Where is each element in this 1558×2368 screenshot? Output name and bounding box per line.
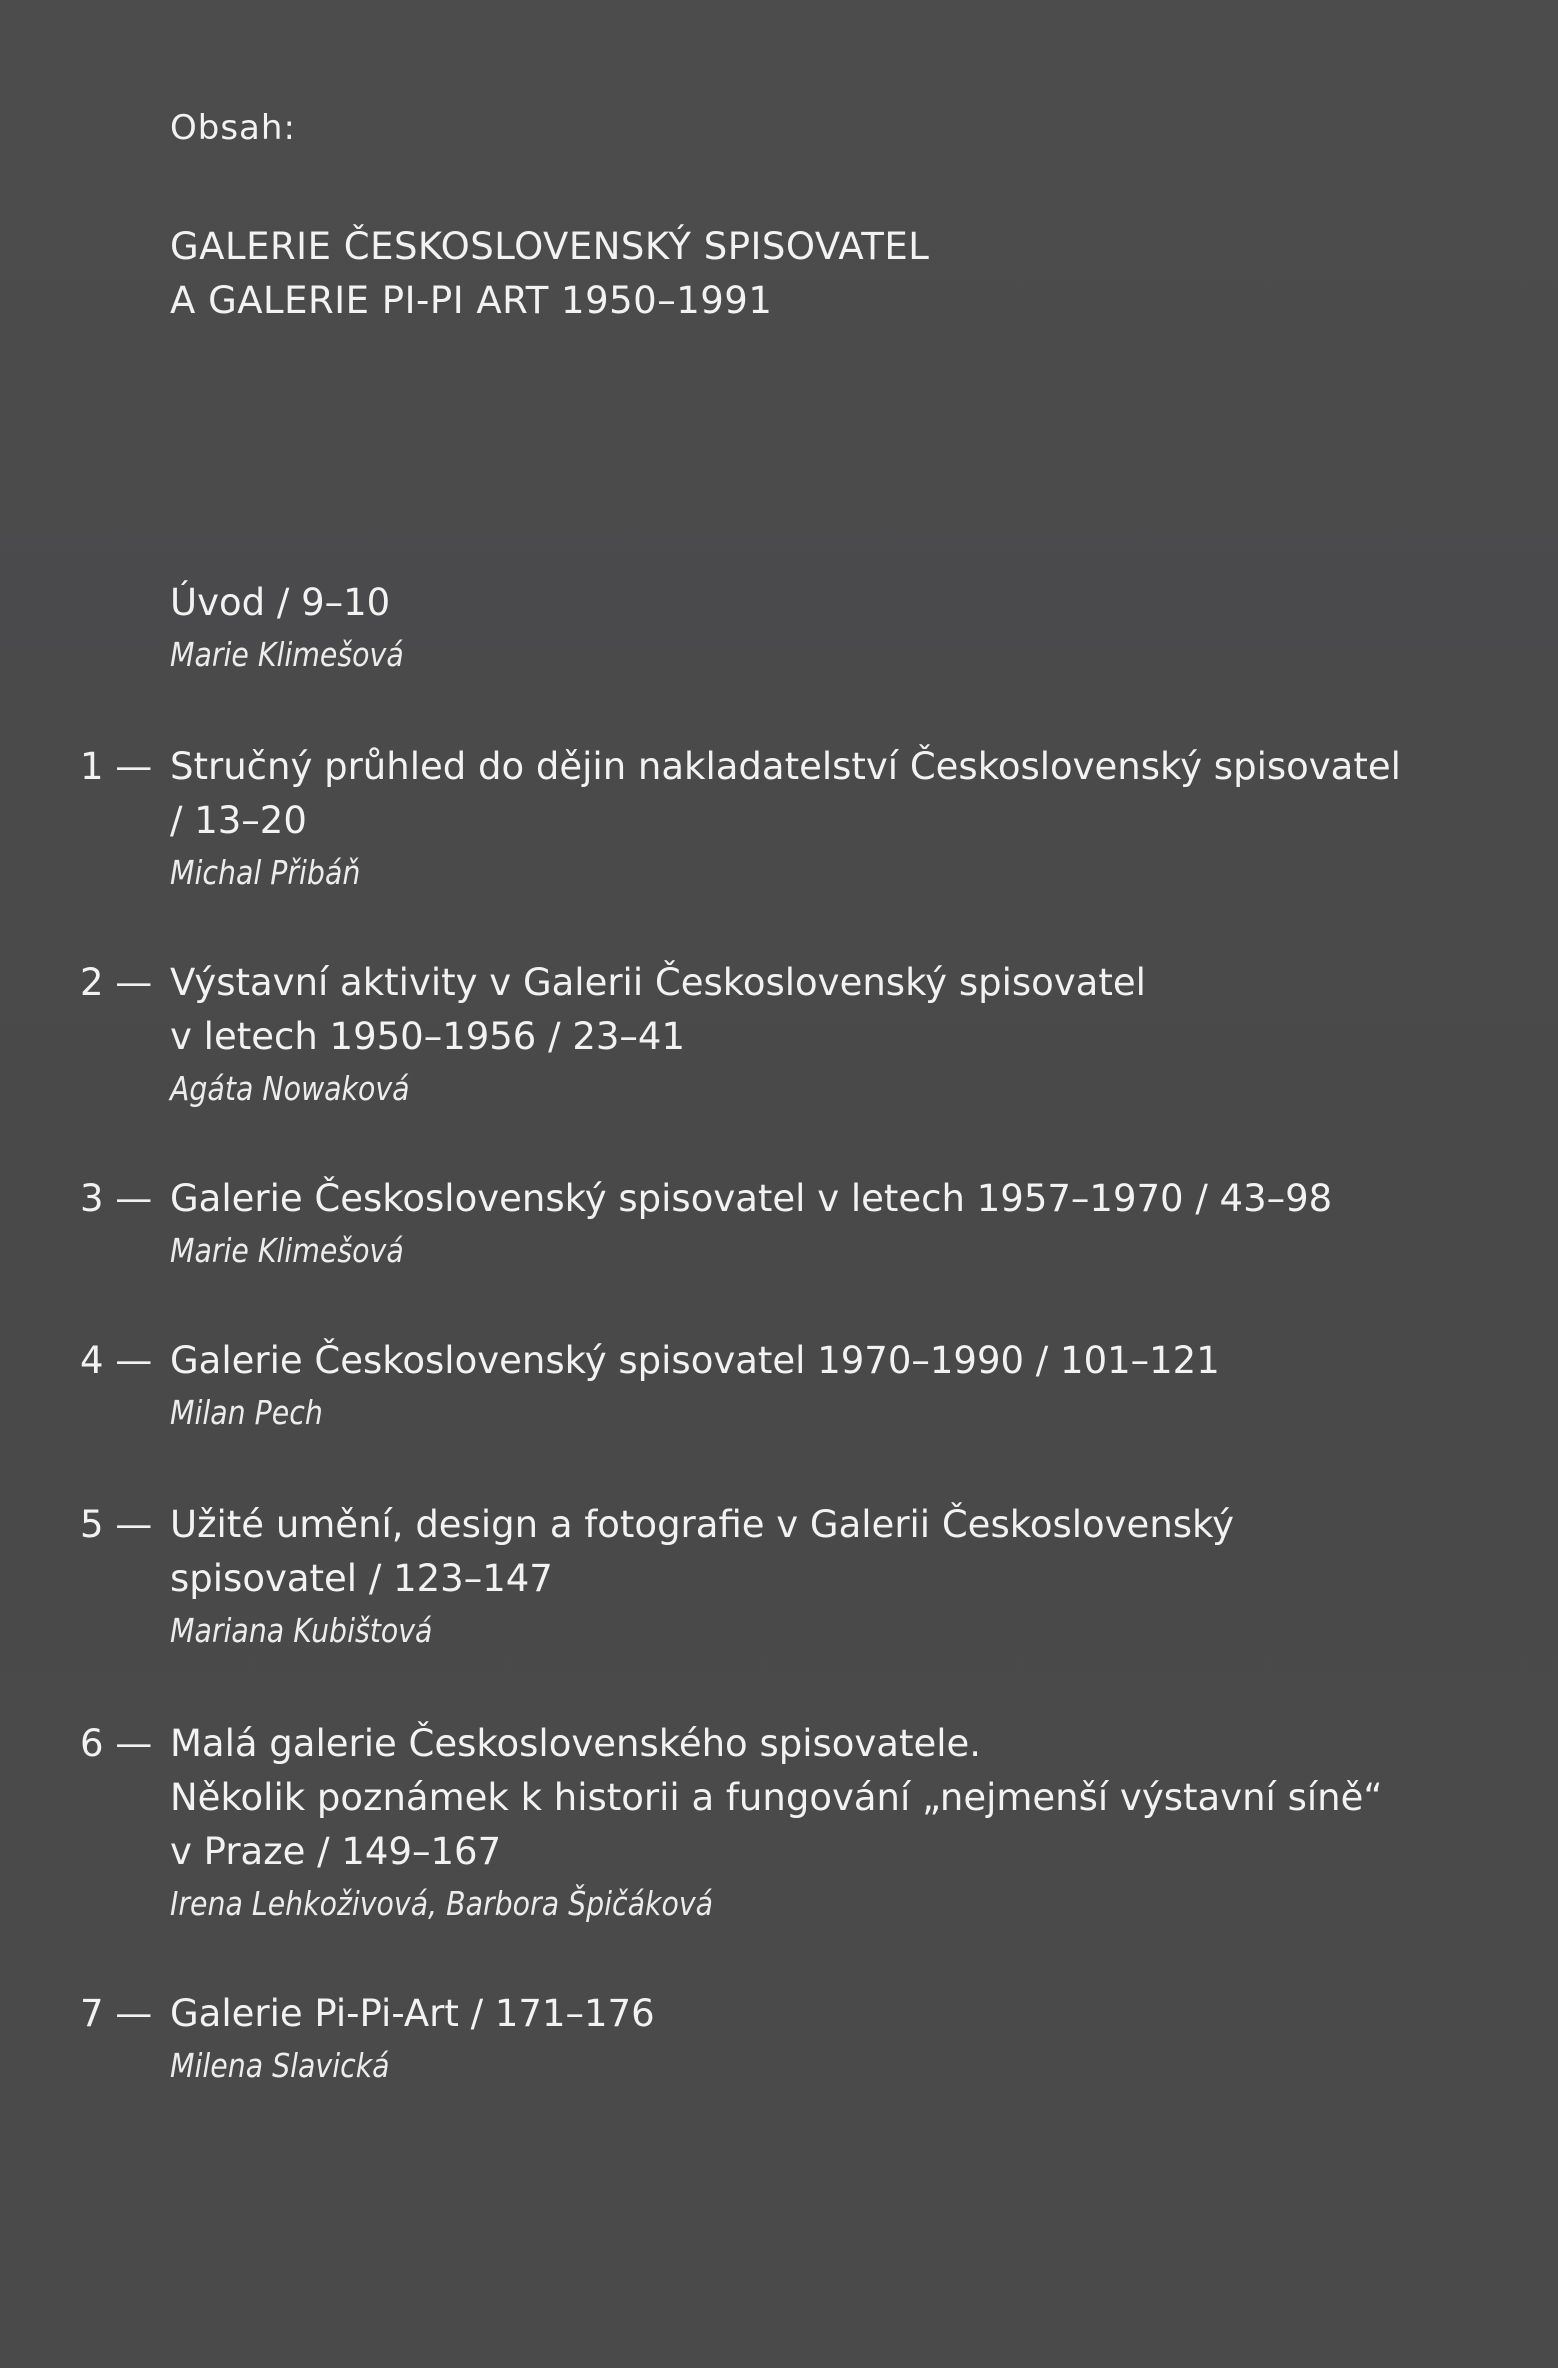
chapter-number: 7 — <box>80 1992 153 2035</box>
contents-heading: Obsah: <box>170 108 296 148</box>
chapter-number: 6 — <box>80 1722 153 1765</box>
entry-title: Výstavní aktivity v Galerii Československý spisovatel <box>170 961 1146 1004</box>
chapter-number: 2 — <box>80 961 153 1004</box>
toc-entry-chapter-3 <box>80 1172 1460 1276</box>
entry-title: v letech 1950–1956 / 23–41 <box>170 1015 686 1058</box>
entry-title: Galerie Pi-Pi-Art / 171–176 <box>170 1992 655 2035</box>
chapter-number: 1 — <box>80 745 153 788</box>
toc-entry-intro <box>170 576 442 680</box>
chapter-number: 5 — <box>80 1503 153 1546</box>
entry-author: Milena Slavická <box>170 2046 390 2085</box>
entry-title: Galerie Československý spisovatel 1970–1990 / 101–121 <box>170 1339 1220 1382</box>
entry-title: Galerie Československý spisovatel v letech 1957–1970 / 43–98 <box>170 1177 1333 1220</box>
entry-title: Malá galerie Československého spisovatele. <box>170 1722 982 1765</box>
entry-title: / 13–20 <box>170 799 307 842</box>
entry-author: Milan Pech <box>170 1393 323 1432</box>
entry-author: Mariana Kubištová <box>170 1611 433 1650</box>
entry-title: Několik poznámek k historii a fungování „nejmenší výstavní síně“ <box>170 1776 1383 1819</box>
entry-title: Užité umění, design a fotografie v Galerii Československý <box>170 1503 1235 1546</box>
book-title-line: GALERIE ČESKOSLOVENSKÝ SPISOVATEL <box>170 225 930 268</box>
book-title-line: A GALERIE PI-PI ART 1950–1991 <box>170 279 773 322</box>
toc-entry-chapter-5 <box>80 1498 1460 1656</box>
entry-title: Úvod / 9–10 <box>170 581 391 624</box>
chapter-number: 4 — <box>80 1339 153 1382</box>
toc-entry-chapter-6 <box>80 1717 1460 1929</box>
entry-author: Michal Přibáň <box>170 853 361 892</box>
toc-entry-chapter-7 <box>80 1987 1460 2091</box>
entry-title: spisovatel / 123–147 <box>170 1557 553 1600</box>
entry-author: Marie Klimešová <box>170 635 404 674</box>
entry-author: Irena Lehkoživová, Barbora Špičáková <box>170 1884 714 1923</box>
entry-title: Stručný průhled do dějin nakladatelství Československý spisovatel <box>170 745 1401 788</box>
entry-title: v Praze / 149–167 <box>170 1830 502 1873</box>
book-title <box>170 220 929 328</box>
toc-entry-chapter-2 <box>80 956 1460 1114</box>
toc-entry-chapter-4 <box>80 1334 1460 1438</box>
entry-author: Agáta Nowaková <box>170 1069 410 1108</box>
entry-author: Marie Klimešová <box>170 1231 404 1270</box>
chapter-number: 3 — <box>80 1177 153 1220</box>
toc-entry-chapter-1 <box>80 740 1460 898</box>
